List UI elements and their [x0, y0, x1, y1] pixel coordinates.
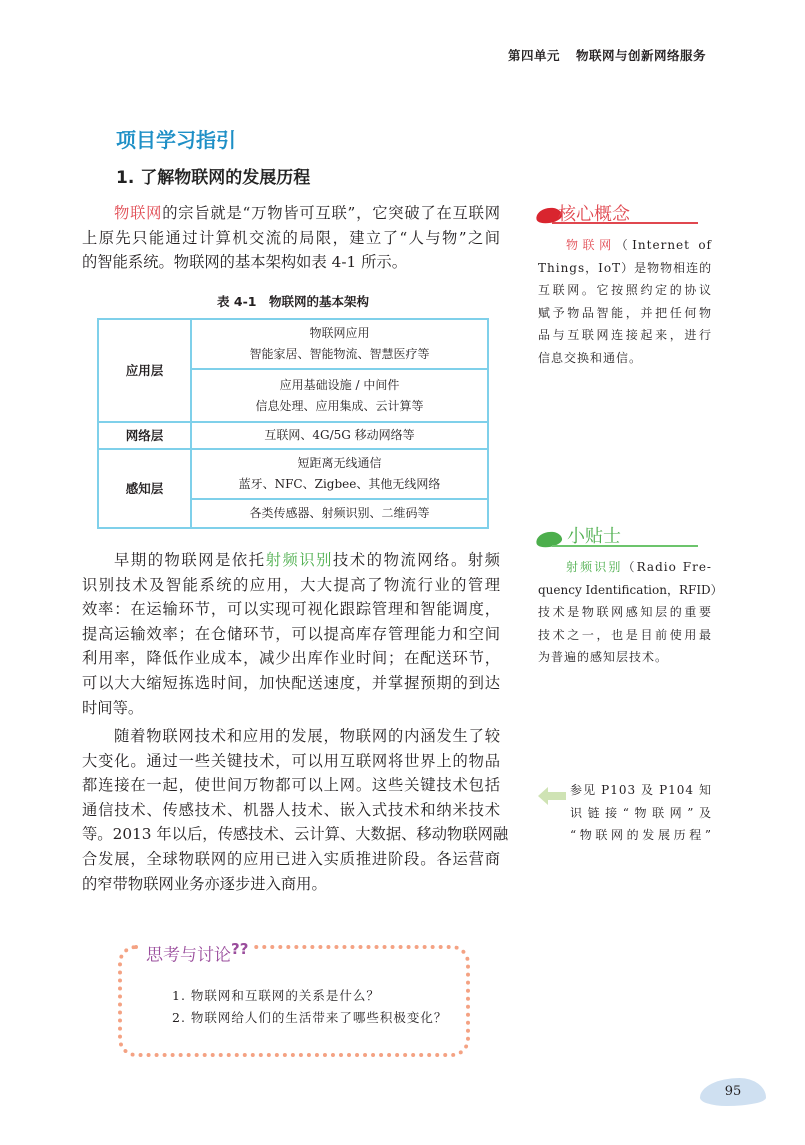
text-line: 互联网。它按照约定的协议 — [538, 283, 712, 298]
text-line: 效率：在运输环节，可以实现可视化跟踪管理和智能调度， — [82, 600, 500, 619]
text-line: 等。2013 年以后，传感技术、云计算、大数据、移动物联网融 — [82, 825, 509, 844]
text-line: “物联网的发展历程” — [570, 828, 712, 843]
paragraph-development — [82, 724, 509, 896]
layer-label: 应用层 — [98, 319, 191, 422]
text-line: 参见 P103 及 P104 知 — [570, 783, 712, 797]
question-marks-icon: ?? — [231, 940, 249, 958]
layer-label: 感知层 — [98, 449, 191, 528]
text-line: 可以大大缩短拣选时间，加快配送速度，并掌握预期的到达 — [82, 673, 500, 692]
text-line: 技术之一，也是目前使用最 — [538, 627, 712, 642]
text-line: 时间等。 — [82, 698, 144, 717]
text-line: 的窄带物联网业务亦逐步进入商用。 — [82, 874, 327, 893]
cell-line: 信息处理、应用集成、云计算等 — [255, 398, 424, 413]
text-line: 识链接“物联网”及 — [570, 805, 712, 820]
text: （Radio Fre- — [622, 560, 712, 574]
cell-line: 短距离无线通信 — [297, 456, 382, 470]
text-line: 通信技术、传感技术、机器人技术、嵌入式技术和纳米技术 — [82, 800, 500, 819]
text-line: quency Identification，RFID） — [538, 582, 723, 597]
text-line: 大变化。通过一些关键技术，可以用互联网将世界上的物品 — [82, 751, 500, 770]
core-concept-text — [538, 234, 712, 370]
term-rfid: 射频识别 — [566, 560, 623, 574]
cell-line: 应用基础设施 / 中间件 — [279, 377, 400, 392]
core-concept-title: 核心概念 — [558, 204, 630, 225]
term-iot: 物联网 — [566, 238, 616, 252]
text-line: 为普遍的感知层技术。 — [538, 650, 669, 665]
title-text: 思考与讨论 — [146, 945, 231, 966]
tip-text — [538, 556, 723, 669]
text-line: 品与互联网连接起来，进行 — [538, 328, 712, 343]
text-line: 利用率，降低作业成本，减少出库作业时间；在配送环节， — [82, 649, 500, 668]
text-line: 技术是物联网感知层的重要 — [538, 605, 712, 620]
unit-label: 第四单元 — [508, 48, 561, 63]
text: 技术的物流网络。射频 — [333, 551, 500, 569]
table-cell — [191, 319, 488, 369]
question-item: 2. 物联网给人们的生活带来了哪些积极变化？ — [172, 1010, 448, 1025]
tip-title: 小贴士 — [567, 526, 621, 547]
discussion-title — [140, 940, 254, 966]
text-line: 赋予物品智能，并把任何物 — [538, 305, 712, 320]
text: 早期的物联网是依托 — [114, 551, 266, 569]
text-line: 合发展，全球物联网的应用已进入实质推进阶段。各运营商 — [82, 849, 500, 868]
cell-line: 物联网应用 — [309, 326, 370, 340]
table-caption: 表 4-1 物联网的基本架构 — [217, 294, 369, 309]
text-line: 上原先只能通过计算机交流的局限，建立了“人与物”之间 — [82, 228, 500, 247]
table-cell: 互联网、4G/5G 移动网络等 — [191, 422, 488, 449]
layer-label: 网络层 — [98, 422, 191, 449]
text-line: 的智能系统。物联网的基本架构如表 4-1 所示。 — [82, 253, 408, 272]
text-line: 信息交换和通信。 — [538, 350, 643, 365]
paragraph-rfid — [82, 548, 500, 720]
subsection-title: 1. 了解物联网的发展历程 — [116, 168, 311, 188]
text-line: 随着物联网技术和应用的发展，物联网的内涵发生了较 — [114, 727, 500, 745]
running-header — [508, 46, 706, 64]
table-cell: 各类传感器、射频识别、二维码等 — [191, 499, 488, 528]
architecture-table — [97, 318, 489, 529]
unit-title: 物联网与创新网络服务 — [576, 48, 707, 63]
cell-line: 蓝牙、NFC、Zigbee、其他无线网络 — [238, 477, 441, 491]
arrow-left-icon — [538, 787, 566, 805]
discussion-questions — [172, 985, 447, 1029]
reference-note — [570, 779, 712, 847]
table-cell — [191, 369, 488, 422]
page-number: 95 — [700, 1078, 766, 1106]
section-title: 项目学习指引 — [116, 128, 236, 152]
text-line: 都连接在一起，使世间万物都可以上网。这些关键技术包括 — [82, 776, 500, 795]
question-item: 1. 物联网和互联网的关系是什么？ — [172, 988, 380, 1003]
cell-line: 智能家居、智能物流、智慧医疗等 — [249, 347, 430, 361]
table-cell — [191, 449, 488, 499]
text-line: 识别技术及智能系统的应用，大大提高了物流行业的管理 — [82, 575, 500, 594]
text: 的宗旨就是“万物皆可互联”，它突破了在互联网 — [162, 204, 500, 222]
term-rfid: 射频识别 — [265, 551, 334, 569]
text-line: Things，IoT）是物物相连的 — [538, 260, 713, 275]
text-line: 提高运输效率；在仓储环节，可以提高库存管理能力和空间 — [82, 624, 500, 643]
paragraph-intro — [82, 201, 500, 275]
term-iot: 物联网 — [114, 204, 163, 222]
text: （Internet of — [615, 238, 712, 252]
